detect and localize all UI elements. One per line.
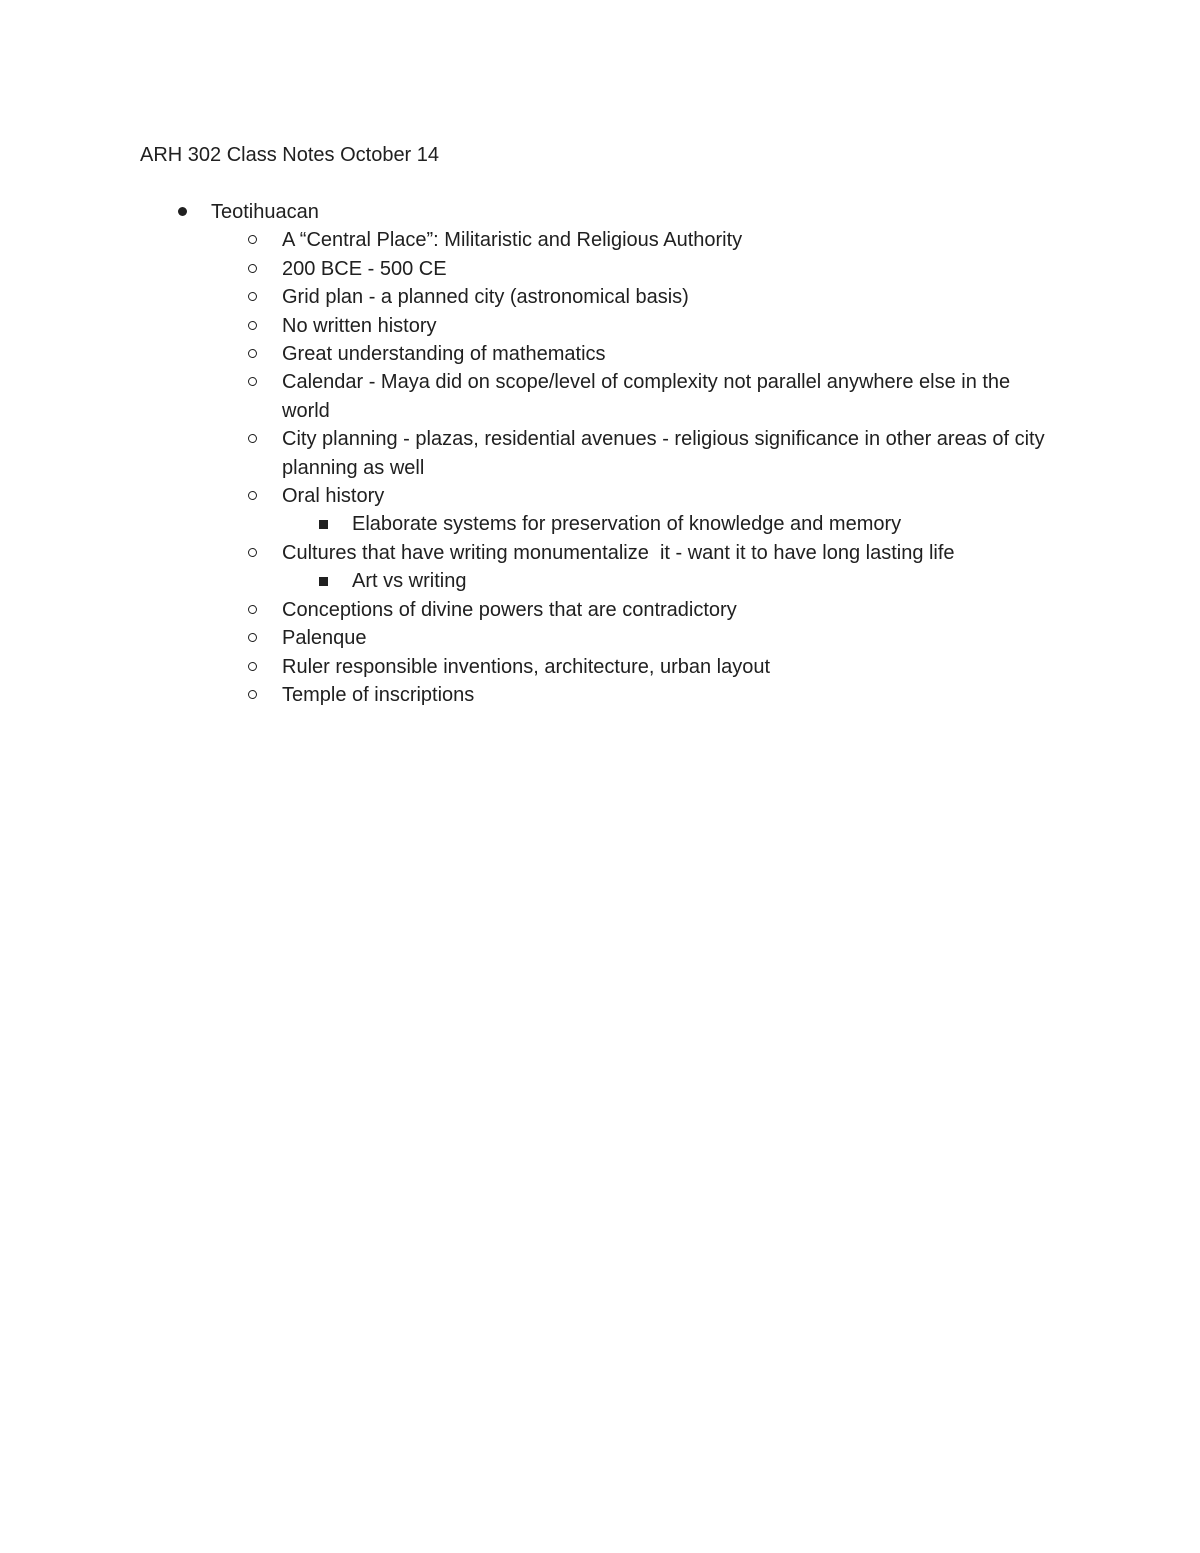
list-item xyxy=(0,596,1052,624)
circle-bullet-icon xyxy=(248,292,257,301)
list-item xyxy=(0,425,1052,482)
list-item-text: Cultures that have writing monumentalize it - want it to have long lasting life xyxy=(282,541,955,564)
square-bullet-icon xyxy=(319,577,328,586)
sub-list-item-text: Elaborate systems for preservation of knowledge and memory xyxy=(352,513,902,536)
list-item-text: Temple of inscriptions xyxy=(282,683,475,706)
list-item xyxy=(0,340,1052,368)
list-item-text: Great understanding of mathematics xyxy=(282,343,606,366)
list-item-text: City planning - plazas, residential avenues - religious significance in other areas of city planning as well xyxy=(282,428,1045,479)
list-item xyxy=(0,681,1052,709)
circle-bullet-icon xyxy=(248,434,257,443)
sub-list-item xyxy=(0,567,1052,595)
list-item xyxy=(0,624,1052,652)
circle-bullet-icon xyxy=(248,235,257,244)
circle-bullet-icon xyxy=(248,349,257,358)
page-title: ARH 302 Class Notes October 14 xyxy=(140,144,440,166)
list-item xyxy=(0,482,1052,510)
circle-bullet-icon xyxy=(248,605,257,614)
square-bullet-icon xyxy=(319,520,328,529)
circle-bullet-icon xyxy=(248,264,257,273)
circle-bullet-icon xyxy=(248,321,257,330)
topic-item xyxy=(0,198,1200,226)
list-item xyxy=(0,255,1052,283)
circle-bullet-icon xyxy=(248,633,257,642)
disc-bullet-icon xyxy=(178,207,187,216)
list-item-text: Palenque xyxy=(282,627,367,650)
list-item xyxy=(0,653,1052,681)
topic-label: Teotihuacan xyxy=(211,201,319,223)
list-item-text: Calendar - Maya did on scope/level of complexity not parallel anywhere else in the world xyxy=(282,371,1011,422)
list-item-text: Oral history xyxy=(282,485,385,508)
sub-list-item-text: Art vs writing xyxy=(352,570,467,593)
list-item-text: 200 BCE - 500 CE xyxy=(282,257,447,280)
outline-list xyxy=(0,198,1200,709)
list-item-text: Grid plan - a planned city (astronomical basis) xyxy=(282,286,689,309)
list-item xyxy=(0,539,1052,567)
list-item-text: Conceptions of divine powers that are contradictory xyxy=(282,598,737,621)
circle-bullet-icon xyxy=(248,491,257,500)
list-item-text: Ruler responsible inventions, architecture, urban layout xyxy=(282,655,771,678)
list-item xyxy=(0,283,1052,311)
circle-bullet-icon xyxy=(248,690,257,699)
circle-bullet-icon xyxy=(248,662,257,671)
list-item-text: A “Central Place”: Militaristic and Religious Authority xyxy=(282,229,743,252)
list-item-text: No written history xyxy=(282,314,437,337)
circle-bullet-icon xyxy=(248,377,257,386)
list-item xyxy=(0,312,1052,340)
list-item xyxy=(0,226,1052,254)
circle-bullet-icon xyxy=(248,548,257,557)
sub-list-item xyxy=(0,510,1052,538)
list-item xyxy=(0,368,1052,425)
